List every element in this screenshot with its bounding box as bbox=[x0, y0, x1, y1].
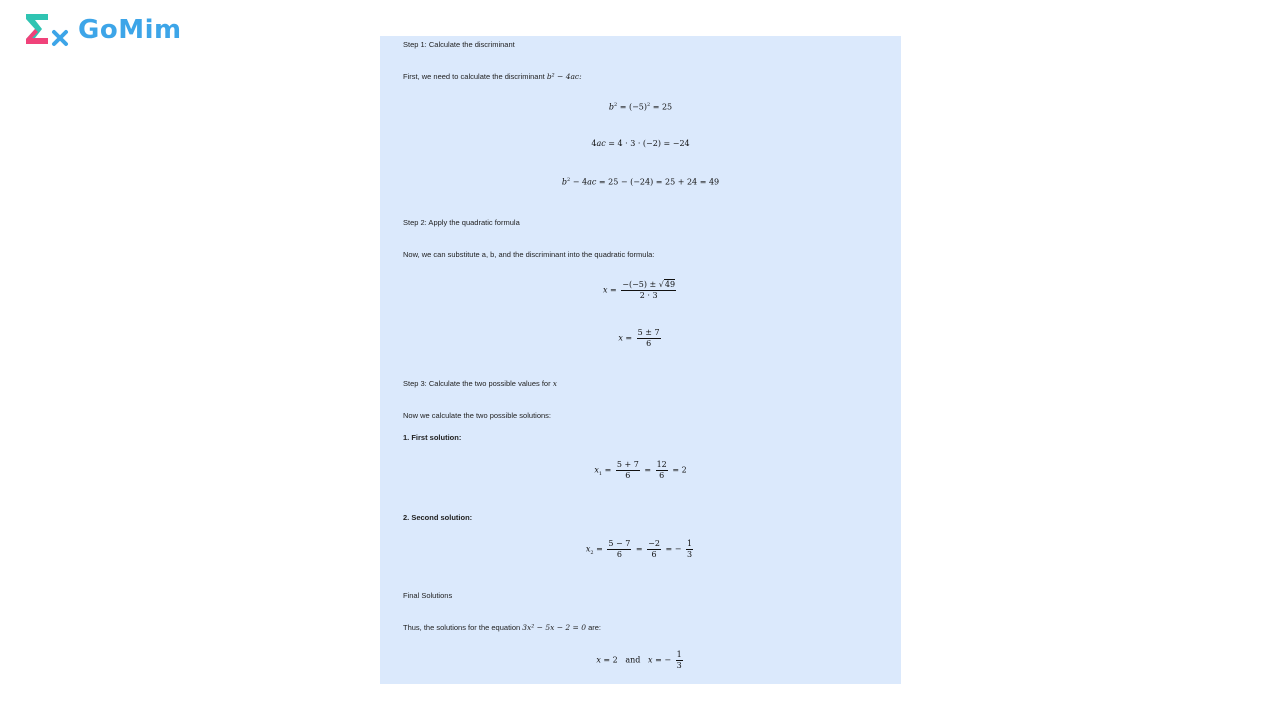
step3-intro: Now we calculate the two possible solutions: bbox=[403, 411, 551, 420]
sigma-x-icon bbox=[24, 12, 72, 48]
step3-heading: Step 3: Calculate the two possible values for x bbox=[403, 379, 557, 388]
final-intro: Thus, the solutions for the equation 3x² − 5x − 2 = 0 are: bbox=[403, 623, 602, 632]
second-solution-label: 2. Second solution: bbox=[403, 513, 473, 522]
final-solutions-equation: x = 2 and x = − $\frac{1}{3}$ bbox=[596, 650, 682, 670]
step1-intro: First, we need to calculate the discriminant b² − 4ac: bbox=[403, 72, 582, 81]
quadratic-formula-substituted: x = $\frac{-(-5) \pm √49}{2 \cdot 3}$ bbox=[602, 280, 676, 300]
b-squared-equation: $b^2 = (-5)^2 = 25$ bbox=[608, 102, 673, 112]
second-solution-equation: $x_2$ = $\frac{5 - 7}{6}$ = $\frac{-2}{6}$ = − $\frac{1}{3}$ bbox=[585, 539, 693, 559]
four-ac-equation: 4ac = 4 · 3 · (−2) = −24 bbox=[591, 139, 690, 148]
step2-heading: Step 2: Apply the quadratic formula bbox=[403, 218, 520, 227]
step1-heading: Step 1: Calculate the discriminant bbox=[403, 40, 515, 49]
discriminant-equation: $b^2 - 4ac = 25 - (-24) = 25 + 24 = 49$ bbox=[561, 177, 720, 187]
solution-document[interactable] bbox=[380, 36, 901, 684]
first-solution-equation: $x_1$ = $\frac{5 + 7}{6}$ = $\frac{12}{6}$ = 2 bbox=[594, 460, 687, 480]
final-heading: Final Solutions bbox=[403, 591, 453, 600]
first-solution-label: 1. First solution: bbox=[403, 433, 462, 442]
gomim-logo[interactable] bbox=[24, 12, 182, 48]
step2-intro: Now, we can substitute a, b, and the discriminant into the quadratic formula: bbox=[403, 250, 655, 259]
brand-name: GoMim bbox=[78, 15, 182, 45]
quadratic-formula-simplified: x = $\frac{5 \pm 7}{6}$ bbox=[618, 328, 660, 348]
